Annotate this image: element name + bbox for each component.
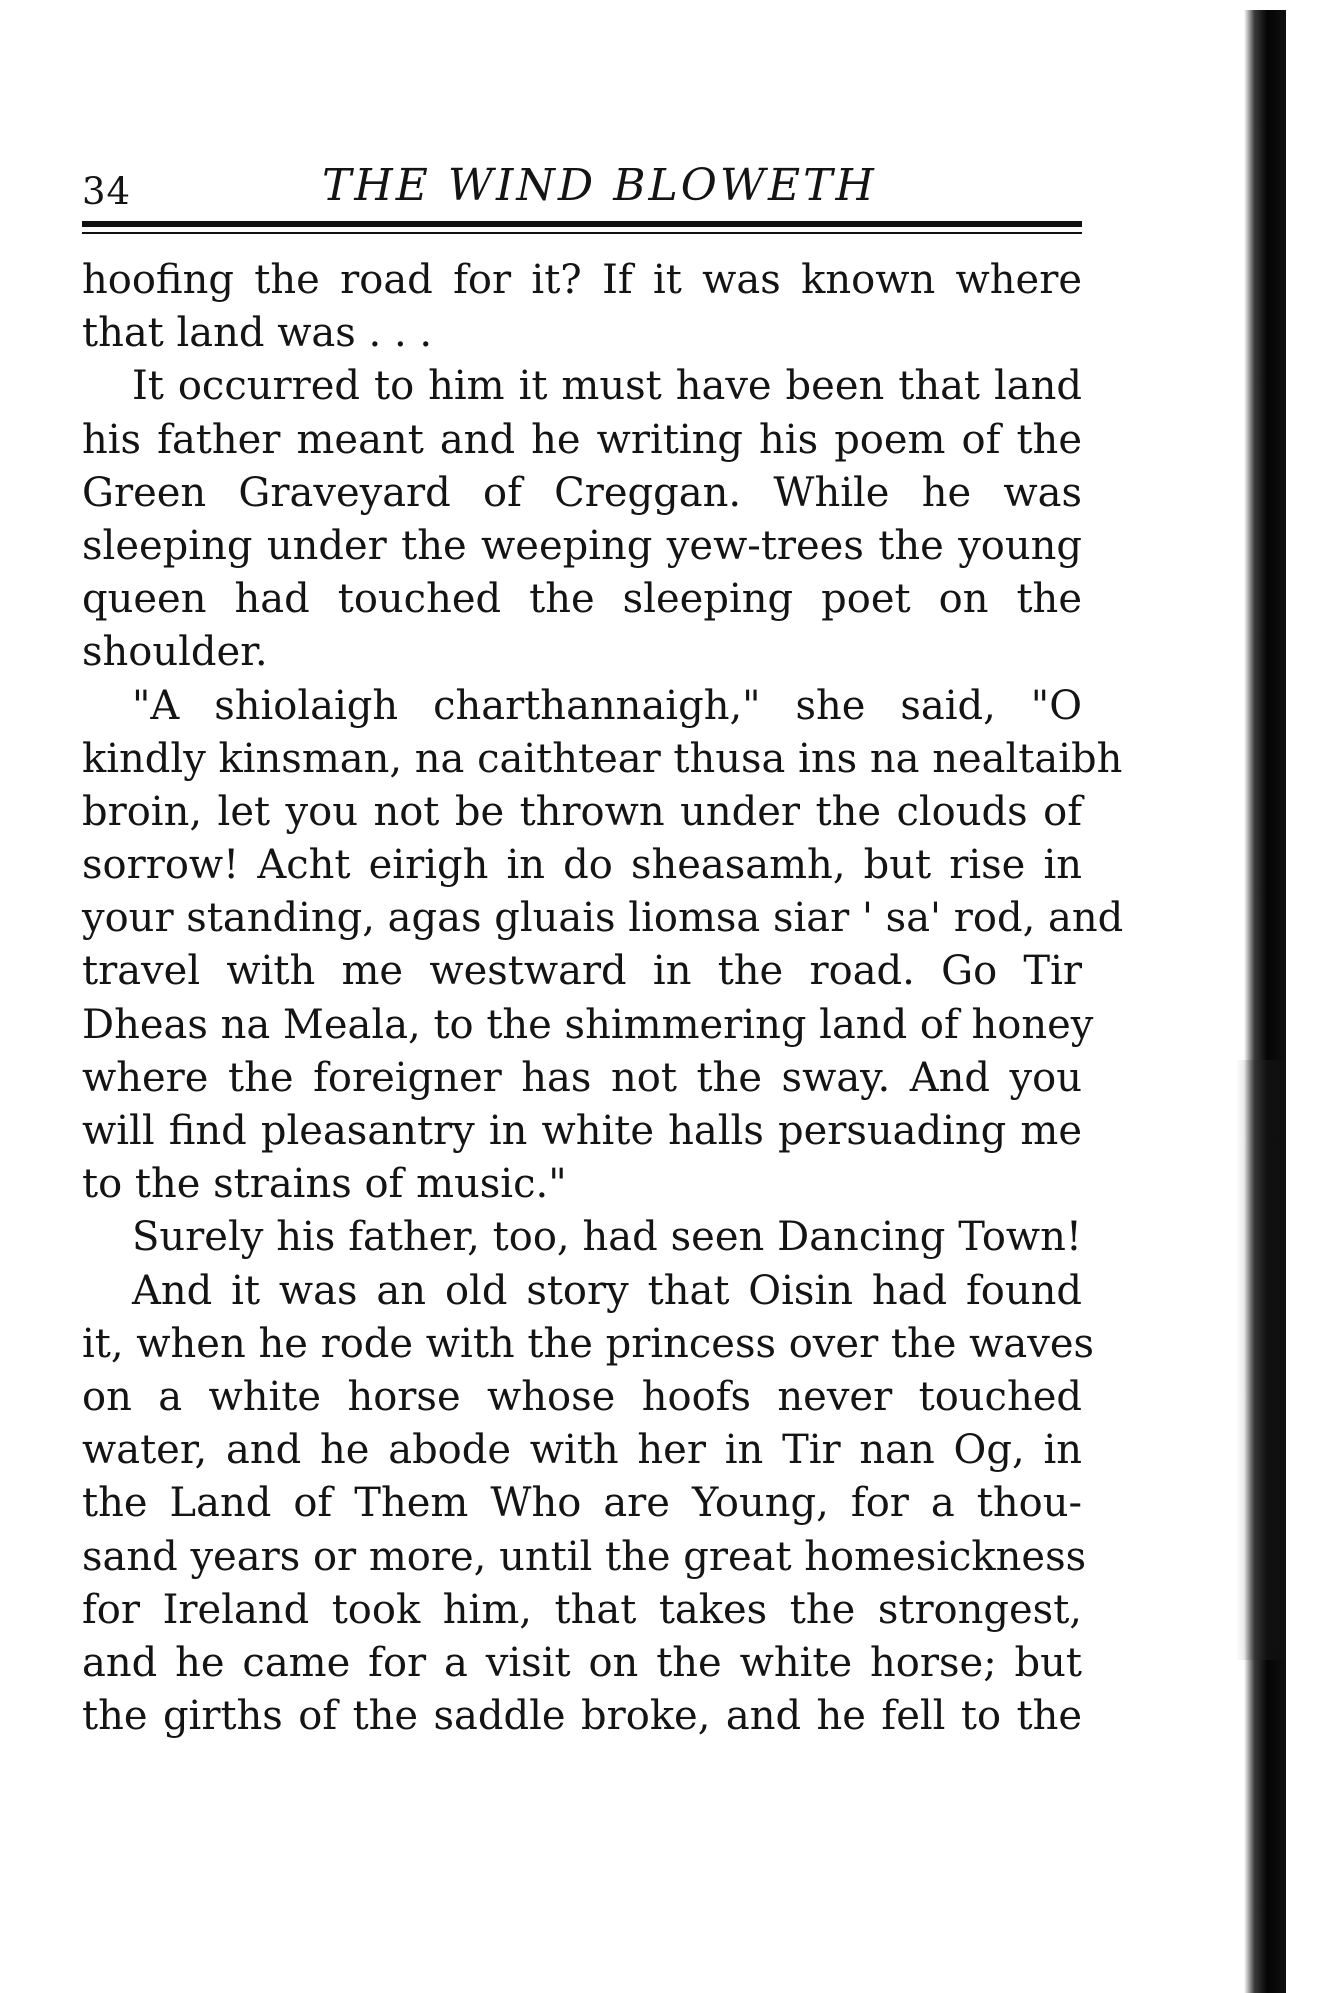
text-line: it, when he rode with the princess over the waves	[82, 1320, 1095, 1367]
text-line: sleeping under the weeping yew-trees the young	[82, 522, 1082, 569]
header-rule-thin	[82, 232, 1082, 234]
text-line: sand years or more, until the great homesickness	[82, 1533, 1087, 1580]
text-line: broin, let you not be thrown under the clouds of	[82, 788, 1082, 835]
page-header	[82, 160, 1082, 220]
text-line: that land was . . .	[82, 310, 433, 357]
text-line: will find pleasantry in white halls persuading me	[82, 1108, 1082, 1154]
text-line: Green Graveyard of Creggan. While he was	[82, 469, 1082, 516]
text-line: to the strains of music."	[82, 1161, 567, 1208]
page-binding-shadow	[1236, 1060, 1286, 1660]
text-line: your standing, agas gluais liomsa siar ' sa' rod, and	[82, 895, 1124, 942]
text-line: hoofing the road for it? If it was known where	[82, 257, 1082, 303]
page-binding-edge	[1244, 10, 1286, 1993]
text-line: "A shiolaigh charthannaigh," she said, "O	[132, 682, 1082, 729]
text-line: for Ireland took him, that takes the strongest,	[82, 1586, 1082, 1633]
text-line: the Land of Them Who are Young, for a thou-	[82, 1480, 1082, 1527]
text-line: the girths of the saddle broke, and he fell to the	[82, 1693, 1082, 1740]
header-rule	[82, 221, 1082, 227]
text-line: sorrow! Acht eirigh in do sheasamh, but rise in	[82, 842, 1082, 889]
text-line: It occurred to him it must have been that land	[132, 363, 1082, 410]
text-line: And it was an old story that Oisin had found	[132, 1267, 1082, 1314]
running-title: THE WIND BLOWETH	[322, 160, 877, 211]
text-line: kindly kinsman, na caithtear thusa ins na nealtaibh	[82, 735, 1123, 782]
text-line: where the foreigner has not the sway. And you	[82, 1054, 1082, 1101]
text-line: on a white horse whose hoofs never touched	[82, 1373, 1082, 1420]
text-line: and he came for a visit on the white horse; but	[82, 1639, 1082, 1686]
page-number: 34	[82, 170, 132, 213]
text-line: shoulder.	[82, 629, 268, 676]
text-line: Surely his father, too, had seen Dancing Town!	[132, 1214, 1082, 1261]
text-line: his father meant and he writing his poem of the	[82, 416, 1082, 463]
text-line: water, and he abode with her in Tir nan Og, in	[82, 1427, 1082, 1474]
text-line: queen had touched the sleeping poet on the	[82, 576, 1082, 623]
text-line: travel with me westward in the road. Go Tir	[82, 948, 1082, 995]
body-text	[82, 254, 1124, 1743]
text-line: Dheas na Meala, to the shimmering land of honey	[82, 1001, 1094, 1048]
